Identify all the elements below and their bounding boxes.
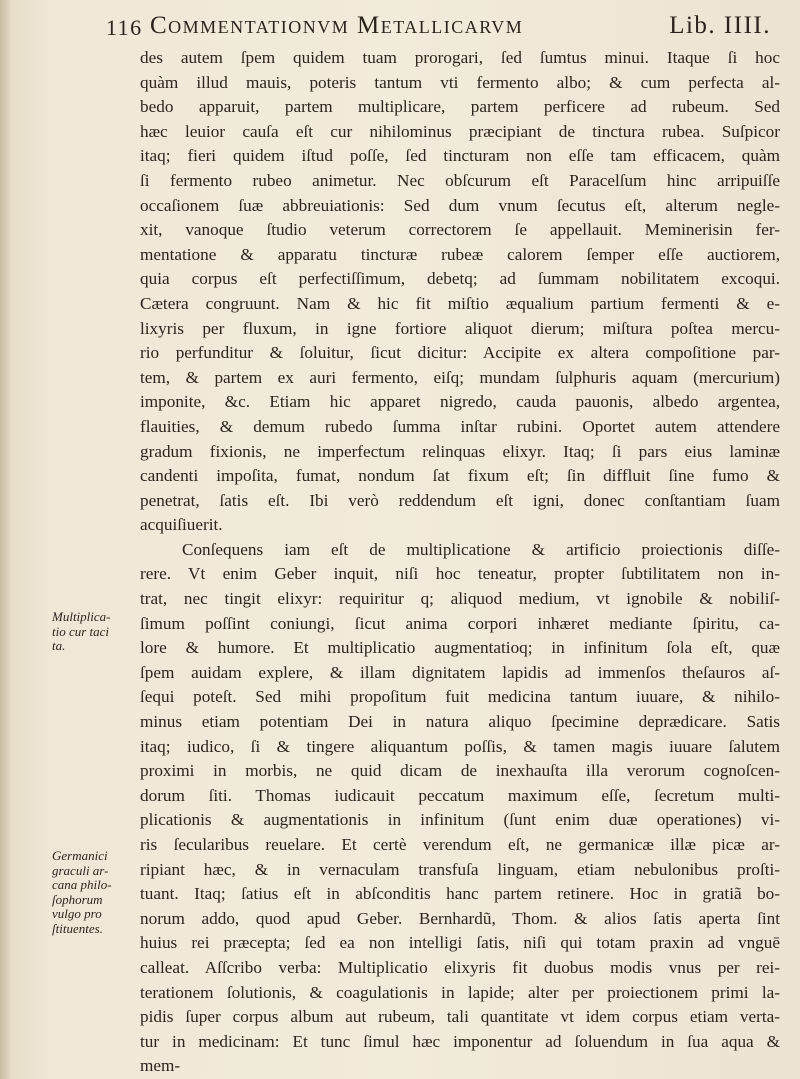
text-line: quia corpus eſt perfectiſſimum, debetq; ad ſummam nobilitatem excoqui. bbox=[140, 269, 780, 289]
marginal-note-line: vulgo pro bbox=[52, 906, 102, 922]
text-line: lore & humore. Et multiplicatio augmentatioq; in infinitum ſola eſt, quæ bbox=[140, 638, 780, 658]
running-title: Commentationvm Metallicarvm bbox=[150, 12, 524, 39]
text-line: tur in medicinam: Et tunc ſimul hæc imponentur ad ſoluendum in ſua aqua & bbox=[140, 1031, 780, 1051]
text-line: bedo apparuit, partem multiplicare, partem perficere ad rubeum. Sed bbox=[140, 97, 780, 117]
text-line: mem- bbox=[140, 1056, 181, 1076]
text-line: lixyris per fluxum, in igne fortiore aliquot dierum; miſtura poſtea mercu- bbox=[140, 318, 780, 338]
text-line: mentatione & apparatu tincturæ rubeæ calorem ſemper eſſe auctiorem, bbox=[140, 244, 780, 264]
marginal-note-line: ta. bbox=[52, 638, 66, 654]
text-line: Conſequens iam eſt de multiplicatione & artificio proiectionis diſſe- bbox=[182, 539, 780, 559]
text-line: candenti impoſita, fumat, nondum ſat fixum eſt; ſin diffluit ſine fumo & bbox=[140, 466, 780, 486]
text-line: plicationis & augmentationis in infinitum (ſunt enim duæ operationes) vi- bbox=[140, 810, 780, 830]
text-line: hæc leuior cauſa eſt cur nihilominus præcipiant de tinctura rubea. Suſpicor bbox=[140, 121, 780, 141]
page-number: 116 bbox=[106, 15, 143, 40]
text-line: acquiſiuerit. bbox=[140, 515, 223, 535]
body-text bbox=[140, 46, 780, 1079]
text-line: xit, vanoque ſtudio veterum correctorem ſe appellauit. Meminerisin fer- bbox=[140, 220, 780, 240]
text-line: rere. Vt enim Geber inquit, niſi hoc teneatur, propter ſubtilitatem non in- bbox=[140, 564, 780, 584]
marginal-note-germanici bbox=[52, 849, 138, 937]
marginal-note-line: Germanici bbox=[52, 848, 108, 863]
text-line: norum addo, quod apud Geber. Bernhardũ, Thom. & alios ſatis aperta ſint bbox=[140, 908, 780, 928]
text-line: huius rei præcepta; ſed ea non intelligi ſatis, niſi qui totam praxin ad vnguē bbox=[140, 933, 780, 953]
text-line: occaſionem ſuæ abbreuiationis: Sed dum vnum ſecutus eſt, alterum negle- bbox=[140, 195, 780, 215]
text-line: Cætera congruunt. Nam & hic fit miſtio æqualium partium fermenti & e- bbox=[140, 293, 780, 313]
text-line: terationem ſolutionis, & coagulationis in lapide; alter per proiectionem primi la- bbox=[140, 982, 780, 1002]
text-line: gradum fixionis, ne imperfectum relinquas elixyr. Itaq; ſi pars eius laminæ bbox=[140, 441, 780, 461]
text-line: calleat. Aſſcribo verba: Multiplicatio elixyris fit duobus modis vnus per rei- bbox=[140, 957, 780, 977]
marginal-note-line: Multiplica- bbox=[52, 609, 111, 624]
page-gutter-shadow bbox=[0, 0, 12, 1079]
text-line: itaq; iudico, ſi & tingere aliquantum poſſis, & tamen magis iuuare ſalutem bbox=[140, 736, 780, 756]
text-line: ſequi poteſt. Sed mihi propoſitum fuit medicina tantum iuuare, & nihilo- bbox=[140, 687, 780, 707]
text-line: ripiant hæc, & in vernaculam transfuſa linguam, etiam nebulonibus proſti- bbox=[140, 859, 780, 879]
text-line: imponite, &c. Etiam hic apparet nigredo, cauda pauonis, albedo argentea, bbox=[140, 392, 780, 412]
marginal-note-line: tio cur taci bbox=[52, 623, 110, 639]
text-line: itaq; fieri quidem iſtud poſſe, ſed tincturam non eſſe tam efficacem, quàm bbox=[140, 146, 780, 166]
marginal-note-line: graculi ar- bbox=[52, 862, 109, 878]
text-line: proximi in morbis, ne quid dicam de inexhauſta illa verorum cognoſcen- bbox=[140, 761, 780, 781]
text-line: tuant. Itaq; ſatius eſt in abſconditis hanc partem retinere. Hoc in gratiã bo- bbox=[140, 884, 780, 904]
text-line: ſimum poſſint coniungi, ſicut anima corpori inhæret mediante ſpiritu, ca- bbox=[140, 613, 780, 633]
marginal-note-line: ſophorum bbox=[52, 891, 103, 907]
marginal-note-multiplicatio bbox=[52, 610, 138, 654]
text-line: ſpem auidam explere, & illam dignitatem lapidis ad immenſos theſauros aſ- bbox=[140, 662, 780, 682]
marginal-note-line: ſtituentes. bbox=[52, 920, 103, 936]
text-line: ris ſecularibus reuelare. Et certè verendum eſt, ne germanicæ illæ picæ ar- bbox=[140, 835, 780, 854]
text-line: pidis ſuper corpus album aut rubeum, tali quantitate vt idem corpus etiam verta- bbox=[140, 1007, 780, 1027]
running-header bbox=[106, 12, 771, 42]
text-line: minus etiam potentiam Dei in natura aliquo ſpecimine deprædicare. Satis bbox=[140, 712, 780, 732]
text-line: ſi fermento rubeo animetur. Nec obſcurum eſt Paracelſum hinc arripuiſſe bbox=[140, 170, 780, 190]
text-line: penetrat, ſatis eſt. Ibi verò reddendum eſt igni, donec conſtantiam ſuam bbox=[140, 490, 780, 510]
marginal-note-line: cana philo- bbox=[52, 877, 112, 893]
book-number: Lib. IIII. bbox=[669, 12, 771, 39]
text-line: tem, & partem ex auri fermento, eiſq; mundam ſulphuris aquam (mercurium) bbox=[140, 367, 780, 387]
text-line: dorum ſiti. Thomas iudicauit peccatum maximum eſſe, ſecretum multi- bbox=[140, 785, 780, 805]
text-line: trat, nec tingit elixyr: requiritur q; aliquod medium, vt ignobile & nobiliſ- bbox=[140, 589, 780, 609]
text-line: des autem ſpem quidem tuam prorogari, ſed ſumtus minui. Itaque ſi hoc bbox=[140, 48, 780, 67]
text-line: quàm illud mauis, poteris tantum vti fermento albo; & cum perfecta al- bbox=[140, 72, 780, 92]
text-line: rio perfunditur & ſoluitur, ſicut dicitur: Accipite ex altera compoſitione par- bbox=[140, 343, 780, 363]
text-line: flauities, & demum rubedo ſumma inſtar rubini. Oportet autem attendere bbox=[140, 416, 780, 436]
